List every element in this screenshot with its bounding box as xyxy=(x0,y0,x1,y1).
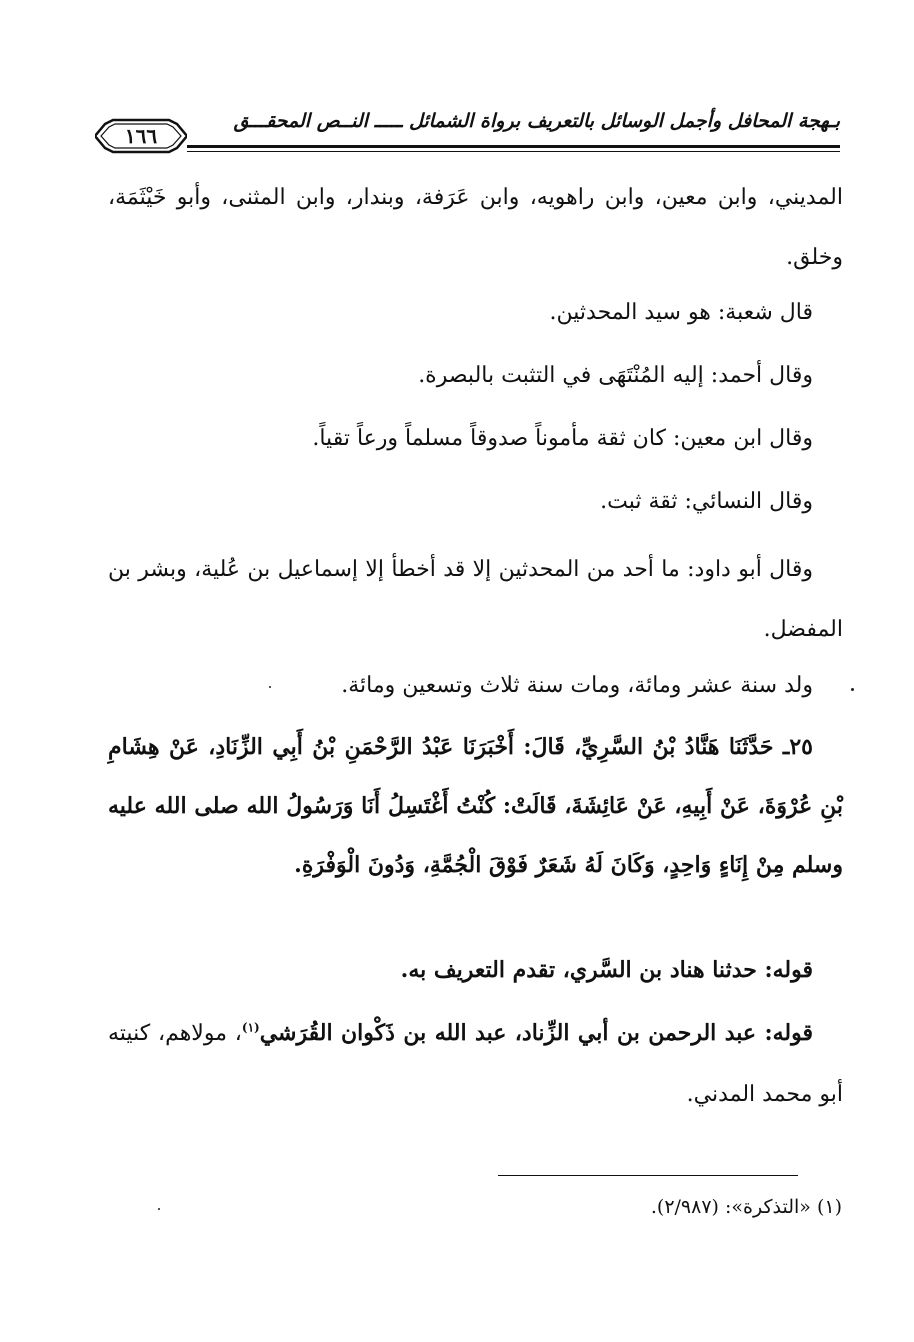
scan-speck xyxy=(269,686,271,688)
paragraph-narrators-list: المديني، وابن معين، وابن راهويه، وابن عَرَفة، وبندار، وابن المثنى، وأبو خَيْثَمَة، وخلق. xyxy=(108,185,843,270)
header-rule-secondary xyxy=(187,151,840,152)
header-rule xyxy=(187,145,840,148)
footnote-separator xyxy=(498,1175,798,1176)
paragraph-birth-death: ولد سنة عشر ومائة، ومات سنة ثلاث وتسعين ومائة. xyxy=(341,673,813,698)
scan-speck xyxy=(851,688,854,691)
scan-speck xyxy=(158,1208,160,1210)
running-header-title: بـهجة المحافل وأجمل الوسائل بالتعريف برواة الشمائل ـــــ النــص المحقـــق xyxy=(233,110,840,132)
page-number: ١٦٦ xyxy=(124,124,158,148)
commentary-text-after: ، مولاهم، كنيته أبو محمد المدني. xyxy=(108,1021,843,1107)
running-header xyxy=(95,108,840,158)
paragraph-commentary-abdurrahman xyxy=(108,1003,843,1125)
paragraph-abu-dawud-quote: وقال أبو داود: ما أحد من المحدثين إلا قد أخطأ إلا إسماعيل بن عُلية، وبشر بن المفضل. xyxy=(108,557,843,642)
page-number-badge xyxy=(95,116,187,156)
paragraph-nasai-quote: وقال النسائي: ثقة ثبت. xyxy=(600,489,813,514)
footnote-marker: (١) xyxy=(241,1020,260,1035)
commentary-text-before: قوله: عبد الرحمن بن أبي الزِّناد، عبد الله بن ذَكْوان القُرَشي xyxy=(259,1020,813,1046)
paragraph-commentary-hannad: قوله: حدثنا هناد بن السَّري، تقدم التعريف به. xyxy=(400,957,813,983)
footnote-1: (١) «التذكرة»: (٢/٩٨٧). xyxy=(650,1196,842,1218)
paragraph-ibn-maeen-quote: وقال ابن معين: كان ثقة مأموناً صدوقاً مسلماً ورعاً تقياً. xyxy=(312,426,813,451)
paragraph-ahmad-quote: وقال أحمد: إليه المُنْتَهَى في التثبت بالبصرة. xyxy=(418,363,813,388)
hadith-25: ٢٥ـ حَدَّثَنَا هَنَّادُ بْنُ السَّرِيِّ، قَالَ: أَخْبَرَنَا عَبْدُ الرَّحْمَنِ بْنُ أَبِي الزِّنَادِ، عَنْ هِشَامِ بْنِ عُرْوَةَ، عَنْ أَبِيهِ، عَنْ عَائِشَةَ، قَالَتْ: كُنْتُ أَغْتَسِلُ أَنَا وَرَسُولُ الله صلى الله عليه وسلم مِنْ إِنَاءٍ وَاحِدٍ، وَكَانَ لَهُ شَعَرٌ فَوْقَ الْجُمَّةِ، وَدُونَ الْوَفْرَةِ. xyxy=(108,734,843,878)
paragraph-shuba-quote: قال شعبة: هو سيد المحدثين. xyxy=(549,300,813,325)
